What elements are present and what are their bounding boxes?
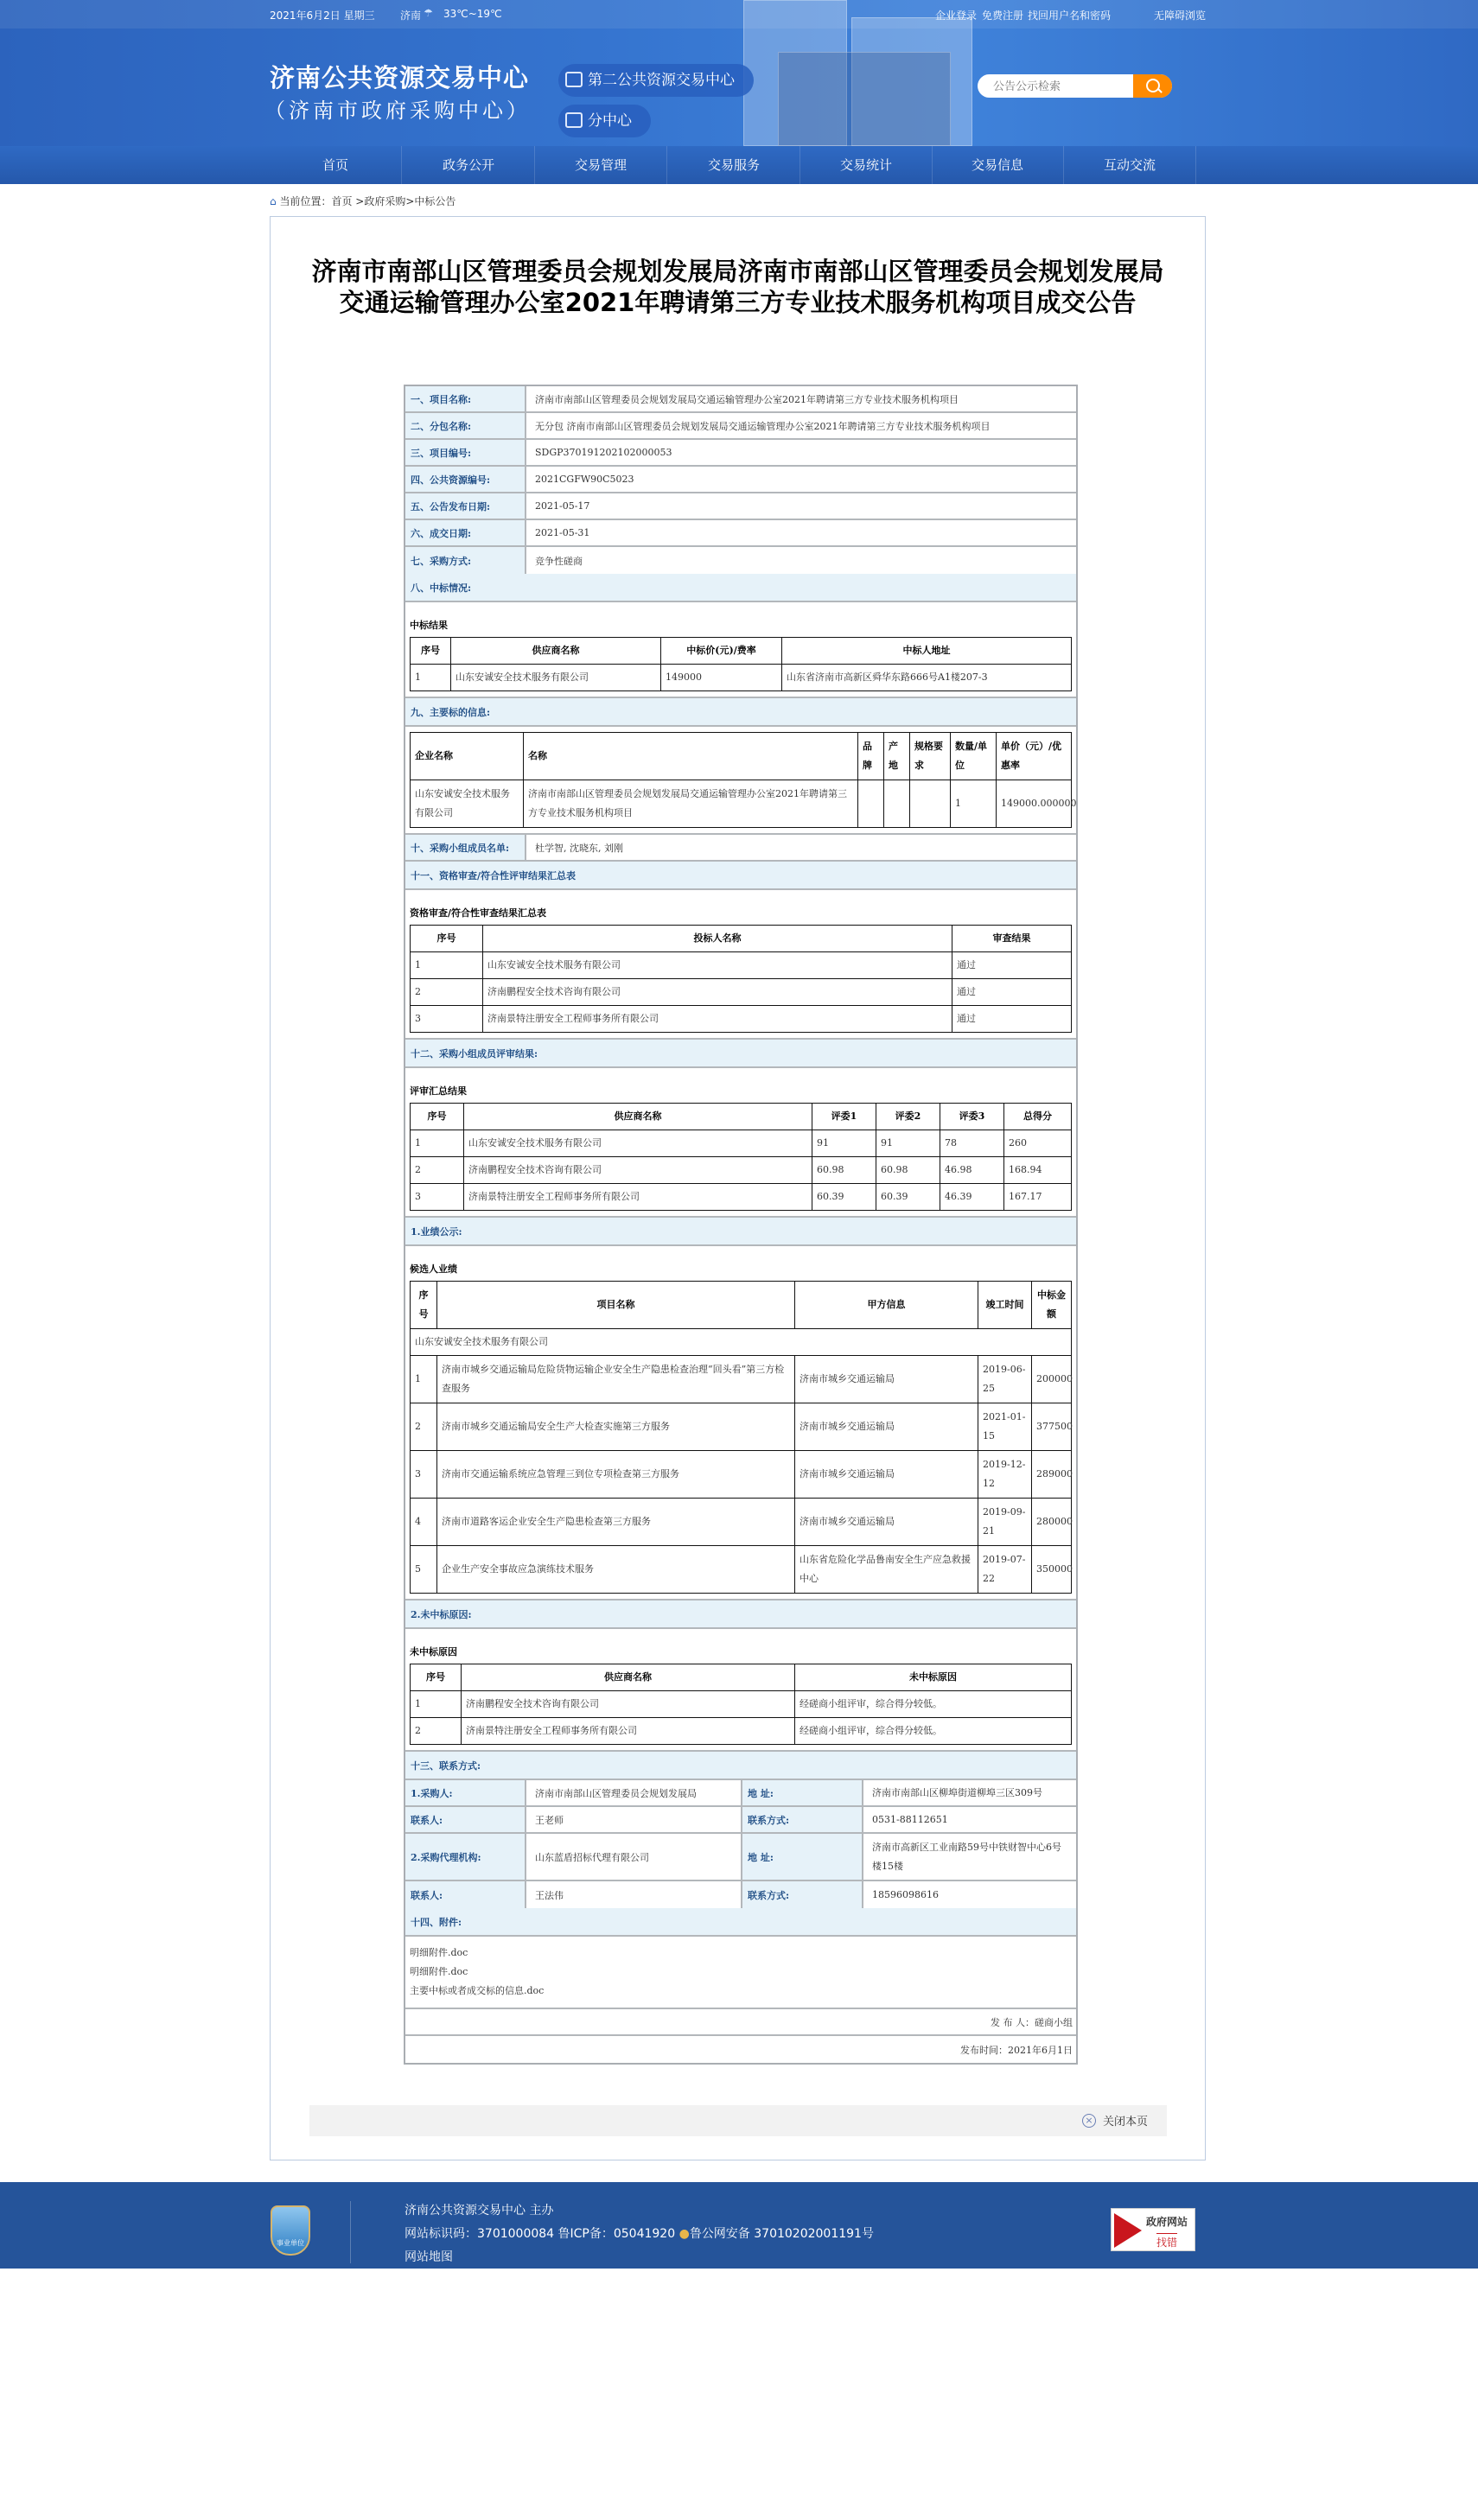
table-cell: 济南鹏程安全技术咨询有限公司 (462, 1691, 795, 1718)
field-label: 七、采购方式: (405, 547, 526, 574)
table-cell: 济南市城乡交通运输局 (795, 1356, 978, 1403)
column-header: 序号 (411, 638, 451, 665)
nav-trade-service[interactable]: 交易服务 (668, 146, 800, 184)
field-label: 十、采购小组成员名单: (405, 835, 526, 860)
section-header: 2.未中标原因: (405, 1600, 1076, 1627)
column-header: 企业名称 (411, 733, 524, 780)
column-header: 中标金额 (1032, 1282, 1072, 1329)
section-header: 八、中标情况: (405, 574, 1076, 601)
table-cell: 2019-09-21 (978, 1499, 1032, 1546)
table-cell: 山东省济南市高新区舜华东路666号A1楼207-3 (782, 665, 1072, 691)
footer-registration (405, 2224, 874, 2242)
table-cell: 济南市城乡交通运输局危险货物运输企业安全生产隐患检查治理“回头看”第三方检查服务 (437, 1356, 795, 1403)
table-cell: 2 (411, 1157, 464, 1184)
institution-badge[interactable] (271, 2205, 310, 2256)
table-header-row (411, 926, 1072, 952)
table-cell: 168.94 (1004, 1157, 1072, 1184)
table-cell: 3 (411, 1006, 483, 1033)
table-cell: 通过 (952, 1006, 1072, 1033)
table-cell: 149000 (661, 665, 782, 691)
register-link[interactable]: 免费注册 (982, 10, 1024, 22)
table-row (411, 1329, 1072, 1356)
table-cell (858, 780, 884, 828)
field-label: 联系方式: (741, 1881, 863, 1908)
branch-center-label: 分中心 (588, 112, 632, 130)
table-row (411, 979, 1072, 1006)
field-value: 山东蓝盾招标代理有限公司 (535, 1851, 649, 1863)
table-row (411, 1403, 1072, 1451)
field-label: 地 址: (741, 1780, 863, 1805)
table-cell: 山东省危险化学品鲁南安全生产应急救援中心 (795, 1546, 978, 1594)
weather-temp: 33℃~19℃ (443, 8, 502, 20)
column-header: 名称 (524, 733, 858, 780)
title-line-2: 交通运输管理办公室2021年聘请第三方专业技术服务机构项目成交公告 (339, 288, 1137, 317)
current-date: 2021年6月2日 星期三 (270, 10, 375, 22)
column-header: 序号 (411, 926, 483, 952)
table-row (411, 1451, 1072, 1499)
field-value: 2021-05-31 (535, 527, 590, 538)
second-center-button[interactable] (558, 64, 754, 97)
column-header: 甲方信息 (795, 1282, 978, 1329)
contact-row (405, 1807, 1076, 1834)
field-label: 联系人: (405, 1807, 526, 1832)
table-cell: 350000 (1032, 1546, 1072, 1594)
table-cell: 济南景特注册安全工程师事务所有限公司 (483, 1006, 952, 1033)
award-result-table (410, 637, 1072, 691)
title-line-1: 济南市南部山区管理委员会规划发展局济南市南部山区管理委员会规划发展局 (311, 257, 1164, 286)
site-logo-title[interactable]: 济南公共资源交易中心 (270, 63, 530, 92)
table-cell: 289000 (1032, 1451, 1072, 1499)
info-row (405, 440, 1076, 467)
site-header (0, 0, 1478, 146)
column-header: 序号 (411, 1282, 437, 1329)
column-header: 竣工时间 (978, 1282, 1032, 1329)
column-header: 中标人地址 (782, 638, 1072, 665)
police-record-link[interactable]: 鲁公网安备 37010202001191号 (689, 2227, 874, 2241)
field-value: 18596098616 (872, 1888, 939, 1900)
performance-table (410, 1281, 1072, 1594)
table-cell: 200000 (1032, 1356, 1072, 1403)
nav-interaction[interactable]: 互动交流 (1064, 146, 1196, 184)
publisher: 发 布 人：磋商小组 (991, 2016, 1073, 2028)
contact-row (405, 1780, 1076, 1807)
breadcrumb-label: 当前位置： (279, 195, 332, 207)
info-row (405, 386, 1076, 413)
field-value: 2021CGFW90C5023 (535, 474, 634, 485)
table-row (411, 1184, 1072, 1211)
table-caption: 未中标原因 (410, 1646, 457, 1658)
table-cell: 经磋商小组评审，综合得分较低。 (795, 1718, 1072, 1745)
field-value: 无分包 济南市南部山区管理委员会规划发展局交通运输管理办公室2021年聘请第三方专业技术服务机构项目 (535, 420, 991, 432)
table-cell: 5 (411, 1546, 437, 1594)
contact-row (405, 1881, 1076, 1908)
column-header: 品牌 (858, 733, 884, 780)
table-cell: 91 (876, 1130, 940, 1157)
column-header: 评委2 (876, 1104, 940, 1130)
notice-table (404, 385, 1078, 2065)
main-nav (0, 146, 1478, 184)
table-caption: 候选人业绩 (410, 1263, 457, 1275)
table-cell: 济南景特注册安全工程师事务所有限公司 (462, 1718, 795, 1745)
field-value: 王法伟 (535, 1889, 564, 1901)
table-cell: 济南市道路客运企业安全生产隐患检查第三方服务 (437, 1499, 795, 1546)
table-cell: 企业生产安全事故应急演练技术服务 (437, 1546, 795, 1594)
column-header: 供应商名称 (464, 1104, 812, 1130)
field-label: 六、成交日期: (405, 520, 526, 545)
column-header: 评委1 (812, 1104, 876, 1130)
table-row (411, 665, 1072, 691)
gov-site-error-report[interactable] (1111, 2208, 1195, 2251)
table-row (411, 1356, 1072, 1403)
table-cell: 山东安诚安全技术服务有限公司 (483, 952, 952, 979)
table-cell: 1 (411, 1130, 464, 1157)
table-row (411, 780, 1072, 828)
breadcrumb-home[interactable]: 首页 (331, 195, 353, 207)
table-cell: 1 (411, 952, 483, 979)
section-header: 九、主要标的信息: (405, 698, 1076, 725)
nav-government-affairs[interactable]: 政务公开 (403, 146, 535, 184)
branch-center-button[interactable] (558, 105, 651, 137)
table-cell: 167.17 (1004, 1184, 1072, 1211)
table-cell: 149000.000000 (997, 780, 1072, 828)
table-row (411, 1157, 1072, 1184)
close-page-button[interactable] (1082, 2112, 1148, 2129)
table-cell: 78 (940, 1130, 1004, 1157)
site-code: 网站标识码：3701000084 鲁ICP备：05041920 (405, 2227, 676, 2241)
table-cell: 260 (1004, 1130, 1072, 1157)
table-row (411, 952, 1072, 979)
table-cell: 91 (812, 1130, 876, 1157)
table-row (411, 1546, 1072, 1594)
second-center-label: 第二公共资源交易中心 (588, 72, 735, 89)
field-value: 济南市南部山区柳埠街道柳埠三区309号 (872, 1786, 1042, 1798)
table-caption: 中标结果 (410, 620, 448, 631)
score-table (410, 1103, 1072, 1211)
table-cell: 山东安诚安全技术服务有限公司 (411, 780, 524, 828)
column-header: 序号 (411, 1104, 464, 1130)
unsuccessful-table (410, 1664, 1072, 1745)
field-value: 0531-88112651 (872, 1813, 948, 1825)
table-cell: 3 (411, 1184, 464, 1211)
nav-home[interactable]: 首页 (270, 146, 402, 184)
table-cell: 济南市交通运输系统应急管理三到位专项检查第三方服务 (437, 1451, 795, 1499)
magnifier-icon (1114, 2213, 1142, 2248)
table-caption: 评审汇总结果 (410, 1085, 467, 1097)
recover-account-link[interactable]: 找回用户名和密码 (1028, 10, 1112, 22)
close-bar (309, 2105, 1167, 2136)
search-button[interactable] (1133, 74, 1172, 98)
table-cell: 2 (411, 1718, 462, 1745)
column-header: 单价（元）/优惠率 (997, 733, 1072, 780)
table-cell: 60.98 (812, 1157, 876, 1184)
nav-trade-statistics[interactable]: 交易统计 (800, 146, 933, 184)
table-cell: 46.39 (940, 1184, 1004, 1211)
section-header: 十三、联系方式: (405, 1752, 1076, 1779)
building-graphic (778, 52, 951, 146)
table-cell: 济南市城乡交通运输局 (795, 1451, 978, 1499)
field-value: 济南市南部山区管理委员会规划发展局交通运输管理办公室2021年聘请第三方专业技术服务机构项目 (535, 393, 959, 405)
column-header: 投标人名称 (483, 926, 952, 952)
table-cell: 377500 (1032, 1403, 1072, 1451)
column-header: 总得分 (1004, 1104, 1072, 1130)
field-value: 王老师 (535, 1814, 564, 1826)
section-header: 十二、采购小组成员评审结果: (405, 1040, 1076, 1066)
table-cell: 1 (411, 1356, 437, 1403)
column-header: 审查结果 (952, 926, 1072, 952)
table-row (411, 1130, 1072, 1157)
breadcrumb-award-notice[interactable]: >中标公告 (405, 195, 456, 207)
contact-row (405, 1834, 1076, 1881)
field-value: 2021-05-17 (535, 500, 590, 512)
column-header: 序号 (411, 1664, 462, 1691)
table-cell: 4 (411, 1499, 437, 1546)
column-header: 中标价(元)/费率 (661, 638, 782, 665)
accessibility-link[interactable]: 无障碍浏览 (1154, 10, 1207, 22)
table-cell: 2 (411, 1403, 437, 1451)
close-page-label: 关闭本页 (1102, 2116, 1148, 2129)
table-header-row (411, 1664, 1072, 1691)
table-cell: 通过 (952, 979, 1072, 1006)
table-header-row (411, 733, 1072, 780)
close-icon: × (1082, 2114, 1096, 2128)
police-emblem-icon: ● (678, 2227, 690, 2241)
column-header: 规格要求 (910, 733, 951, 780)
table-caption: 资格审查/符合性审查结果汇总表 (410, 907, 547, 919)
badge-label: 事业单位 (277, 2239, 304, 2247)
table-cell: 60.98 (876, 1157, 940, 1184)
column-header: 评委3 (940, 1104, 1004, 1130)
field-label: 地 址: (741, 1834, 863, 1880)
field-label: 一、项目名称: (405, 386, 526, 411)
table-cell: 济南市城乡交通运输局安全生产大检查实施第三方服务 (437, 1403, 795, 1451)
table-cell: 经磋商小组评审，综合得分较低。 (795, 1691, 1072, 1718)
table-header-row (411, 1104, 1072, 1130)
attachment-link[interactable]: 明细附件.doc (410, 1947, 468, 1958)
table-cell: 济南鹏程安全技术咨询有限公司 (483, 979, 952, 1006)
info-row (405, 493, 1076, 520)
table-cell: 通过 (952, 952, 1072, 979)
table-cell: 1 (951, 780, 997, 828)
table-cell: 济南鹏程安全技术咨询有限公司 (464, 1157, 812, 1184)
table-row (411, 1718, 1072, 1745)
table-cell: 2021-01-15 (978, 1403, 1032, 1451)
column-header: 未中标原因 (795, 1664, 1072, 1691)
table-cell: 2019-07-22 (978, 1546, 1032, 1594)
field-label: 1.采购人: (405, 1780, 526, 1805)
enterprise-login-link[interactable]: 企业登录 (935, 10, 978, 22)
table-row (411, 1691, 1072, 1718)
column-header: 项目名称 (437, 1282, 795, 1329)
weather-icon: ☂ (424, 7, 433, 19)
page-title (270, 256, 1206, 318)
table-cell: 济南市城乡交通运输局 (795, 1499, 978, 1546)
footer-host: 济南公共资源交易中心 主办 (405, 2204, 554, 2218)
info-row (405, 413, 1076, 440)
section-header: 十四、附件: (405, 1908, 1076, 1935)
table-row (411, 1006, 1072, 1033)
field-value: SDGP370191202102000053 (535, 447, 672, 458)
table-cell: 60.39 (812, 1184, 876, 1211)
column-header: 产地 (884, 733, 910, 780)
table-cell (910, 780, 951, 828)
table-cell: 1 (411, 1691, 462, 1718)
nav-trade-info[interactable]: 交易信息 (932, 146, 1064, 184)
table-cell: 山东安诚安全技术服务有限公司 (451, 665, 661, 691)
search-input[interactable] (978, 74, 1133, 98)
attachment-link[interactable]: 主要中标或者成交标的信息.doc (410, 1985, 545, 1996)
table-cell: 济南市城乡交通运输局 (795, 1403, 978, 1451)
nav-trade-management[interactable]: 交易管理 (535, 146, 667, 184)
breadcrumb (270, 194, 456, 208)
publish-time: 发布时间：2021年6月1日 (960, 2044, 1073, 2056)
weather-city: 济南 (400, 10, 422, 22)
table-cell: 2019-06-25 (978, 1356, 1032, 1403)
table-header-row (411, 638, 1072, 665)
breadcrumb-procurement[interactable]: >政府采购 (352, 195, 406, 207)
search-box (978, 74, 1172, 98)
column-header: 供应商名称 (462, 1664, 795, 1691)
sitemap-link[interactable]: 网站地图 (405, 2250, 453, 2264)
field-label: 四、公共资源编号: (405, 467, 526, 492)
field-value: 竞争性磋商 (535, 555, 583, 567)
field-label: 五、公告发布日期: (405, 493, 526, 519)
info-row (405, 547, 1076, 574)
table-cell: 280000 (1032, 1499, 1072, 1546)
table-header-row (411, 1282, 1072, 1329)
column-header: 数量/单位 (951, 733, 997, 780)
top-bar (0, 0, 1478, 29)
gov-label: 政府网站 (1146, 2216, 1188, 2228)
section-header: 十一、资格审查/符合性评审结果汇总表 (405, 862, 1076, 888)
field-value: 济南市南部山区管理委员会规划发展局 (535, 1787, 697, 1799)
map-icon (565, 112, 583, 128)
table-cell: 2 (411, 979, 483, 1006)
field-label: 联系人: (405, 1881, 526, 1908)
column-header: 供应商名称 (451, 638, 661, 665)
site-logo-subtitle: （济南市政府采购中心） (264, 99, 531, 123)
qualification-table (410, 925, 1072, 1033)
home-icon: ⌂ (270, 195, 277, 207)
info-row (405, 467, 1076, 493)
section-header: 1.业绩公示: (405, 1218, 1076, 1244)
field-label: 二、分包名称: (405, 413, 526, 438)
table-cell: 济南景特注册安全工程师事务所有限公司 (464, 1184, 812, 1211)
field-value: 杜学智, 沈晓东, 刘刚 (535, 842, 623, 854)
site-footer (0, 2182, 1478, 2269)
field-label: 三、项目编号: (405, 440, 526, 465)
report-label: 找错 (1156, 2233, 1177, 2250)
table-cell: 3 (411, 1451, 437, 1499)
table-cell: 济南市南部山区管理委员会规划发展局交通运输管理办公室2021年聘请第三方专业技术服务机构项目 (524, 780, 858, 828)
field-value: 济南市高新区工业南路59号中铁财智中心6号楼15楼 (872, 1841, 1061, 1872)
main-items-table (410, 732, 1077, 828)
table-cell (884, 780, 910, 828)
table-cell: 1 (411, 665, 451, 691)
field-label: 联系方式: (741, 1807, 863, 1832)
table-cell: 46.98 (940, 1157, 1004, 1184)
attachment-link[interactable]: 明细附件.doc (410, 1966, 468, 1977)
table-cell: 60.39 (876, 1184, 940, 1211)
table-row (411, 1499, 1072, 1546)
company-name: 山东安诚安全技术服务有限公司 (411, 1329, 1072, 1356)
map-icon (565, 72, 583, 87)
table-cell: 2019-12-12 (978, 1451, 1032, 1499)
divider (350, 2201, 351, 2263)
table-cell: 山东安诚安全技术服务有限公司 (464, 1130, 812, 1157)
info-row (405, 520, 1076, 547)
field-label: 2.采购代理机构: (405, 1834, 526, 1880)
